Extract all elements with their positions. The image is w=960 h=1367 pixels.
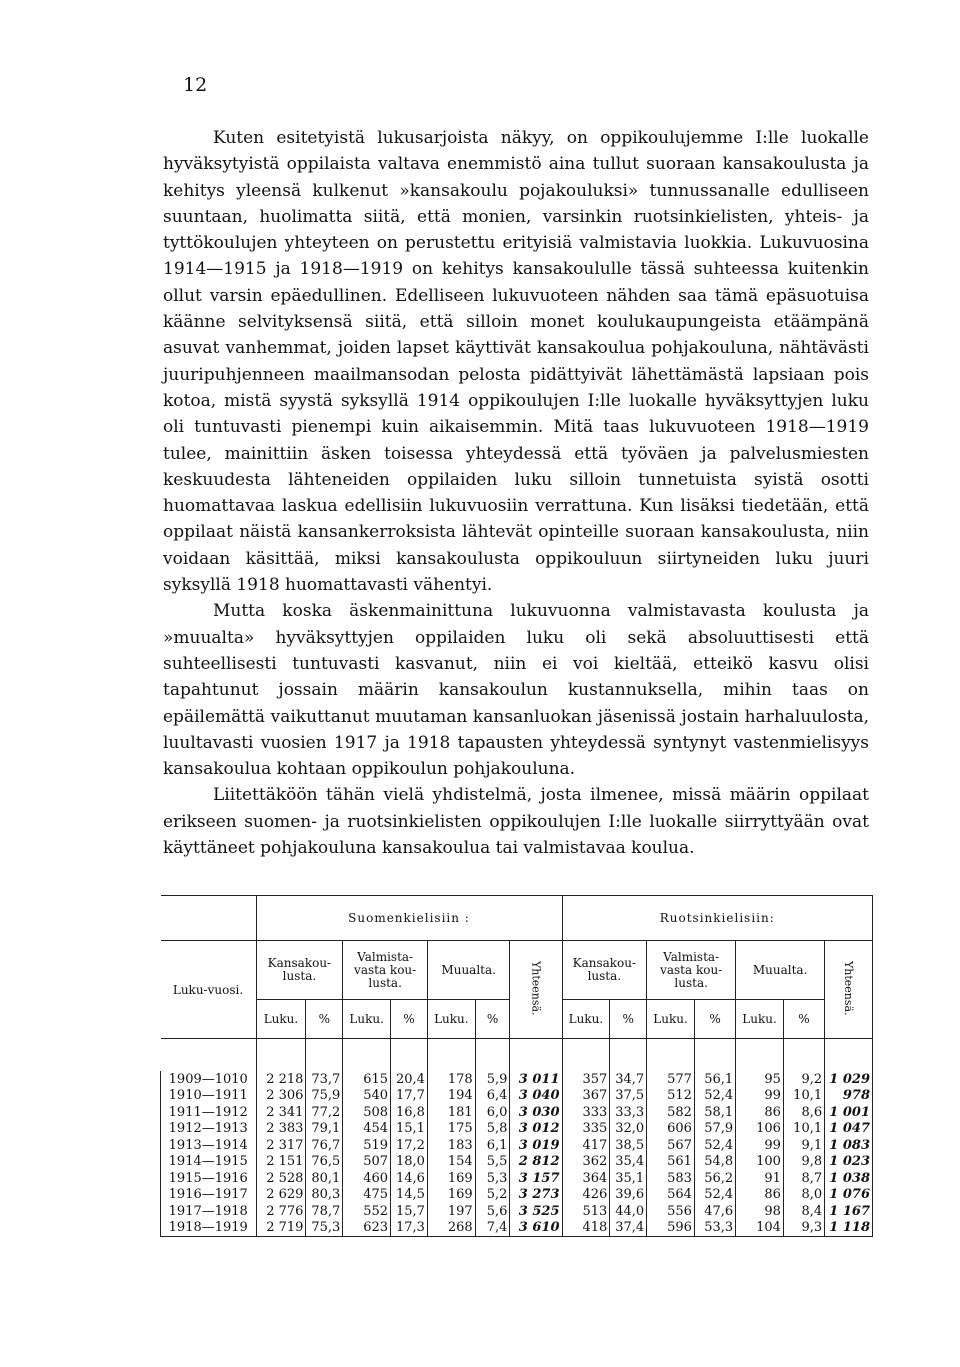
table-cell: 75,3 — [306, 1220, 343, 1237]
table-cell: 2 383 — [256, 1121, 306, 1138]
table-cell: 978 — [825, 1088, 873, 1105]
table-cell: 3 012 — [510, 1121, 562, 1138]
table-cell: 9,3 — [783, 1220, 824, 1237]
table-cell: 37,5 — [610, 1088, 647, 1105]
valmistava-header-fi: Valmista-vasta kou-lusta. — [343, 941, 428, 1000]
table-cell: 20,4 — [391, 1071, 428, 1088]
table-cell: 17,7 — [391, 1088, 428, 1105]
total-header-sv: Yhteensä. — [842, 960, 856, 1016]
table-cell: 47,6 — [694, 1203, 735, 1220]
table-cell: 508 — [343, 1104, 391, 1121]
table-cell: 10,1 — [783, 1088, 824, 1105]
year-cell: 1912—1913 — [161, 1121, 257, 1138]
table-cell: 3 157 — [510, 1170, 562, 1187]
kansakoulu-header-fi: Kansakou-lusta. — [256, 941, 343, 1000]
table-cell: 194 — [427, 1088, 475, 1105]
table-cell: 268 — [427, 1220, 475, 1237]
table-cell: 2 629 — [256, 1187, 306, 1204]
table-cell: 78,7 — [306, 1203, 343, 1220]
table-row — [161, 1137, 873, 1154]
table-row — [161, 1071, 873, 1088]
table-cell: 2 317 — [256, 1137, 306, 1154]
table-cell: 512 — [647, 1088, 695, 1105]
table-cell: 52,4 — [694, 1088, 735, 1105]
table-cell: 8,4 — [783, 1203, 824, 1220]
table-cell: 417 — [562, 1137, 610, 1154]
year-cell: 1909—1010 — [161, 1071, 257, 1088]
table-cell: 552 — [343, 1203, 391, 1220]
year-cell: 1910—1911 — [161, 1088, 257, 1105]
kansakoulu-header-sv: Kansakou-lusta. — [562, 941, 647, 1000]
table-cell: 38,5 — [610, 1137, 647, 1154]
table-cell: 14,6 — [391, 1170, 428, 1187]
table-cell: 2 218 — [256, 1071, 306, 1088]
table-cell: 56,2 — [694, 1170, 735, 1187]
table-cell: 1 023 — [825, 1154, 873, 1171]
table-cell: 99 — [736, 1137, 784, 1154]
year-cell: 1916—1917 — [161, 1187, 257, 1204]
year-cell: 1915—1916 — [161, 1170, 257, 1187]
table-cell: 3 011 — [510, 1071, 562, 1088]
table-cell: 3 610 — [510, 1220, 562, 1237]
year-cell: 1911—1912 — [161, 1104, 257, 1121]
year-cell: 1913—1914 — [161, 1137, 257, 1154]
table-body — [161, 1071, 873, 1237]
table-cell: 44,0 — [610, 1203, 647, 1220]
table-cell: 197 — [427, 1203, 475, 1220]
table-cell: 33,3 — [610, 1104, 647, 1121]
table-cell: 2 528 — [256, 1170, 306, 1187]
pct-header: % — [391, 1000, 428, 1039]
table-cell: 418 — [562, 1220, 610, 1237]
table-cell: 335 — [562, 1121, 610, 1138]
pct-header: % — [306, 1000, 343, 1039]
table-cell: 99 — [736, 1088, 784, 1105]
table-cell: 2 719 — [256, 1220, 306, 1237]
table-row — [161, 1220, 873, 1237]
pct-header: % — [610, 1000, 647, 1039]
table-cell: 6,4 — [475, 1088, 510, 1105]
table-cell: 2 341 — [256, 1104, 306, 1121]
table-cell: 80,1 — [306, 1170, 343, 1187]
table-cell: 2 776 — [256, 1203, 306, 1220]
table-cell: 154 — [427, 1154, 475, 1171]
luku-header: Luku. — [427, 1000, 475, 1039]
table-cell: 454 — [343, 1121, 391, 1138]
luku-header: Luku. — [647, 1000, 695, 1039]
luku-header: Luku. — [736, 1000, 784, 1039]
table-cell: 2 306 — [256, 1088, 306, 1105]
table-cell: 35,1 — [610, 1170, 647, 1187]
year-cell: 1917—1918 — [161, 1203, 257, 1220]
table-cell: 1 029 — [825, 1071, 873, 1088]
table-cell: 561 — [647, 1154, 695, 1171]
table-cell: 540 — [343, 1088, 391, 1105]
table-cell: 73,7 — [306, 1071, 343, 1088]
year-cell: 1914—1915 — [161, 1154, 257, 1171]
table-cell: 507 — [343, 1154, 391, 1171]
table-cell: 6,1 — [475, 1137, 510, 1154]
table-cell: 56,1 — [694, 1071, 735, 1088]
table-cell: 15,1 — [391, 1121, 428, 1138]
table-cell: 98 — [736, 1203, 784, 1220]
table-cell: 169 — [427, 1170, 475, 1187]
table-cell: 76,7 — [306, 1137, 343, 1154]
table-cell: 10,1 — [783, 1121, 824, 1138]
table-cell: 475 — [343, 1187, 391, 1204]
table-cell: 1 047 — [825, 1121, 873, 1138]
table-cell: 2 812 — [510, 1154, 562, 1171]
table-cell: 583 — [647, 1170, 695, 1187]
group-header-finnish: Suomenkielisiin : — [256, 896, 562, 941]
table-cell: 9,2 — [783, 1071, 824, 1088]
table-cell: 577 — [647, 1071, 695, 1088]
table-row — [161, 1154, 873, 1171]
table-cell: 362 — [562, 1154, 610, 1171]
table-cell: 615 — [343, 1071, 391, 1088]
table-cell: 37,4 — [610, 1220, 647, 1237]
table-cell: 86 — [736, 1104, 784, 1121]
table-cell: 1 167 — [825, 1203, 873, 1220]
table-cell: 519 — [343, 1137, 391, 1154]
table-cell: 1 001 — [825, 1104, 873, 1121]
table-cell: 556 — [647, 1203, 695, 1220]
table-cell: 5,6 — [475, 1203, 510, 1220]
table-row — [161, 1121, 873, 1138]
table-cell: 5,9 — [475, 1071, 510, 1088]
valmistava-header-sv: Valmista-vasta kou-lusta. — [647, 941, 736, 1000]
table-cell: 460 — [343, 1170, 391, 1187]
paragraph-3: Liitettäköön tähän vielä yhdistelmä, josta ilmenee, missä määrin oppilaat erikseen suomen- ja ruotsinkielisten oppikoulujen I:lle luokalle siirryttyään ovat käyttäneet pohjakouluna kansakoulua tai valmistavaa koulua. — [163, 785, 869, 859]
table-cell: 1 076 — [825, 1187, 873, 1204]
table-cell: 596 — [647, 1220, 695, 1237]
luku-header: Luku. — [256, 1000, 306, 1039]
table-cell: 14,5 — [391, 1187, 428, 1204]
table-cell: 75,9 — [306, 1088, 343, 1105]
year-cell: 1918—1919 — [161, 1220, 257, 1237]
page-number: 12 — [183, 74, 208, 96]
table-cell: 3 019 — [510, 1137, 562, 1154]
table-cell: 333 — [562, 1104, 610, 1121]
table-cell: 76,5 — [306, 1154, 343, 1171]
table-cell: 181 — [427, 1104, 475, 1121]
table-cell: 100 — [736, 1154, 784, 1171]
statistics-table — [160, 895, 873, 1237]
table-cell: 3 040 — [510, 1088, 562, 1105]
table-cell: 7,4 — [475, 1220, 510, 1237]
table-cell: 175 — [427, 1121, 475, 1138]
table-cell: 3 030 — [510, 1104, 562, 1121]
table-cell: 567 — [647, 1137, 695, 1154]
pct-header: % — [475, 1000, 510, 1039]
table-cell: 54,8 — [694, 1154, 735, 1171]
table-cell: 357 — [562, 1071, 610, 1088]
table-cell: 8,0 — [783, 1187, 824, 1204]
table-cell: 86 — [736, 1187, 784, 1204]
table-cell: 1 038 — [825, 1170, 873, 1187]
table-cell: 77,2 — [306, 1104, 343, 1121]
table-cell: 606 — [647, 1121, 695, 1138]
table-cell: 623 — [343, 1220, 391, 1237]
luku-header: Luku. — [562, 1000, 610, 1039]
table-cell: 564 — [647, 1187, 695, 1204]
table-cell: 104 — [736, 1220, 784, 1237]
table-cell: 1 083 — [825, 1137, 873, 1154]
table-cell: 32,0 — [610, 1121, 647, 1138]
table-cell: 58,1 — [694, 1104, 735, 1121]
muualta-header-sv: Muualta. — [736, 941, 825, 1000]
pct-header: % — [783, 1000, 824, 1039]
paragraph-2: Mutta koska äskenmainittuna lukuvuonna valmistavasta koulusta ja »muualta» hyväksyttyjen oppilaiden luku oli sekä absoluuttisesti että suhteellisesti tuntuvasti kasvanut, niin ei voi kieltää, etteikö kasvu olisi tapahtunut jossain määrin kansakoulun kustannuksella, mihin taas on epäilemättä vaikuttanut muutaman kansanluokan jäsenissä jostain harhaluulosta, luultavasti vuosien 1917 ja 1918 tapausten yhteydessä syntynyt vastenmielisyys kansakoulua kohtaan oppikoulun pohjakouluna. — [163, 601, 869, 780]
table-cell: 35,4 — [610, 1154, 647, 1171]
table-cell: 15,7 — [391, 1203, 428, 1220]
table-cell: 5,5 — [475, 1154, 510, 1171]
table-cell: 2 151 — [256, 1154, 306, 1171]
table-cell: 9,8 — [783, 1154, 824, 1171]
table-cell: 178 — [427, 1071, 475, 1088]
table-cell: 106 — [736, 1121, 784, 1138]
table-row — [161, 1203, 873, 1220]
table-cell: 3 525 — [510, 1203, 562, 1220]
pct-header: % — [694, 1000, 735, 1039]
table-cell: 183 — [427, 1137, 475, 1154]
table-row — [161, 1088, 873, 1105]
luku-header: Luku. — [343, 1000, 391, 1039]
table-cell: 582 — [647, 1104, 695, 1121]
table-cell: 169 — [427, 1187, 475, 1204]
year-header: Luku-vuosi. — [161, 941, 257, 1039]
table-cell: 79,1 — [306, 1121, 343, 1138]
table-row — [161, 1187, 873, 1204]
table-cell: 3 273 — [510, 1187, 562, 1204]
table-cell: 6,0 — [475, 1104, 510, 1121]
table-cell: 5,2 — [475, 1187, 510, 1204]
table-cell: 57,9 — [694, 1121, 735, 1138]
table-cell: 34,7 — [610, 1071, 647, 1088]
table-cell: 367 — [562, 1088, 610, 1105]
table-cell: 53,3 — [694, 1220, 735, 1237]
table-row — [161, 1104, 873, 1121]
table-cell: 513 — [562, 1203, 610, 1220]
table-cell: 364 — [562, 1170, 610, 1187]
table-cell: 8,6 — [783, 1104, 824, 1121]
muualta-header-fi: Muualta. — [427, 941, 509, 1000]
table-cell: 95 — [736, 1071, 784, 1088]
table-cell: 52,4 — [694, 1137, 735, 1154]
total-header-fi: Yhteensä. — [529, 960, 543, 1016]
table-cell: 52,4 — [694, 1187, 735, 1204]
table-cell: 18,0 — [391, 1154, 428, 1171]
table-cell: 5,8 — [475, 1121, 510, 1138]
group-header-swedish: Ruotsinkielisiin: — [562, 896, 872, 941]
table-cell: 5,3 — [475, 1170, 510, 1187]
table-cell: 1 118 — [825, 1220, 873, 1237]
table-cell: 39,6 — [610, 1187, 647, 1204]
table-cell: 16,8 — [391, 1104, 428, 1121]
body-text — [163, 125, 869, 861]
table-cell: 91 — [736, 1170, 784, 1187]
table-cell: 17,3 — [391, 1220, 428, 1237]
paragraph-1: Kuten esitetyistä lukusarjoista näkyy, on oppikoulujemme I:lle luokalle hyväksytyistä oppilaista valtava enemmistö aina tullut suoraan kansakoulusta ja kehitys yleensä kulkenut »kansakoulu pojakouluksi» tunnussanalle edulliseen suuntaan, huolimatta siitä, että monien, varsinkin ruotsinkielisten, yhteis- ja tyttökoulujen yhteyteen on perustettu erityisiä valmistavia luokkia. Lukuvuosina 1914—1915 ja 1918—1919 on kehitys kansakoululle tässä suhteessa kuitenkin ollut varsin epäedullinen. Edelliseen lukuvuoteen nähden saa tämä epäsuotuisa käänne selvityksensä siitä, että silloin monet koulukaupungeista etäämpänä asuvat vanhemmat, joiden lapset käyttivät kansakoulua pohjakouluna, nähtävästi juuripuhjenneen maailmansodan pelosta pidättyivät lähettämästä lapsiaan pois kotoa, mistä syystä syksyllä 1914 oppikoulujen I:lle luokalle hyväksyttyjen luku oli tuntuvasti pienempi kuin aikaisemmin. Mitä taas lukuvuoteen 1918—1919 tulee, mainittiin äsken toisessa yhteydessä että työväen ja palvelusmiesten keskuudesta lähteneiden oppilaiden luku silloin tunnetuista syistä osotti huomattavaa laskua edellisiin lukuvuosiin verrattuna. Kun lisäksi tiedetään, että oppilaat näistä kansankerroksista lähtevät opinteille suoraan kansakoulusta, niin voidaan käsittää, miksi kansakoulusta oppikouluun siirtyneiden luku juuri syksyllä 1918 huomattavasti vähentyi. — [163, 128, 869, 596]
table-cell: 426 — [562, 1187, 610, 1204]
table-cell: 80,3 — [306, 1187, 343, 1204]
table-cell: 9,1 — [783, 1137, 824, 1154]
table-row — [161, 1170, 873, 1187]
table-cell: 17,2 — [391, 1137, 428, 1154]
table-cell: 8,7 — [783, 1170, 824, 1187]
